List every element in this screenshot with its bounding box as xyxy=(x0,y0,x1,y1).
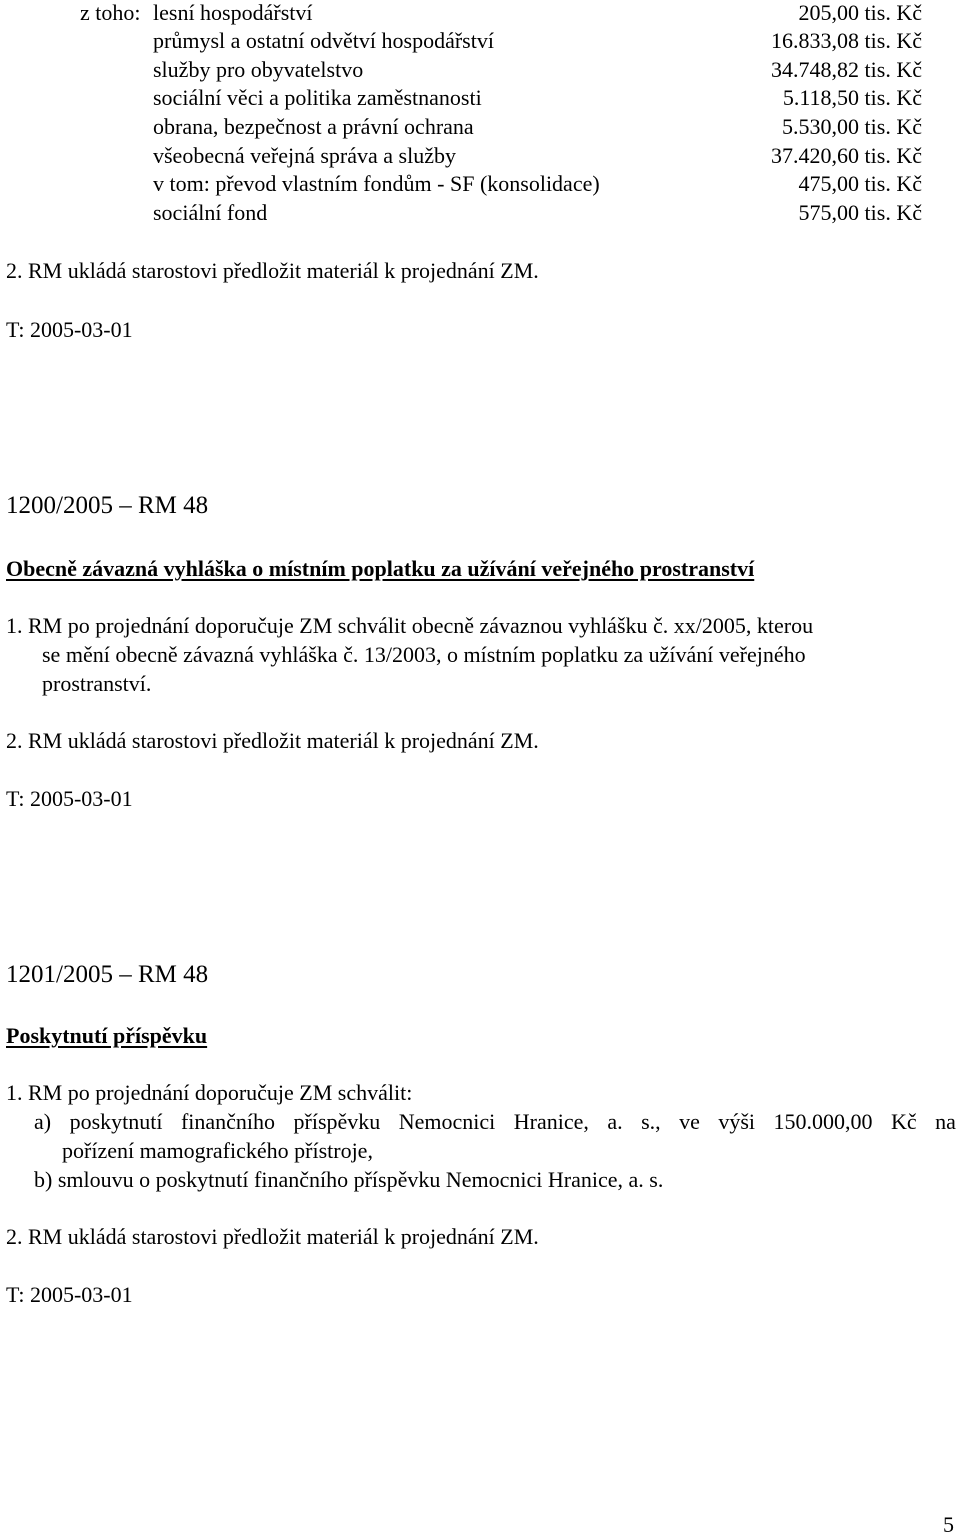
sub-a-word: příspěvku xyxy=(293,1109,381,1134)
sub-a-word: Nemocnici xyxy=(398,1109,496,1134)
budget-point-2: 2. RM ukládá starostovi předložit materiál k projednání ZM. xyxy=(6,258,539,283)
budget-item-value: 16.833,08 tis. Kč xyxy=(771,28,922,53)
budget-item-label: obrana, bezpečnost a právní ochrana xyxy=(153,114,474,139)
sub-a-word: a. xyxy=(607,1109,623,1134)
budget-item-value: 5.530,00 tis. Kč xyxy=(782,114,922,139)
budget-item-value: 475,00 tis. Kč xyxy=(798,171,922,196)
sub-a-word: ve xyxy=(679,1109,700,1134)
budget-item-value: 5.118,50 tis. Kč xyxy=(782,85,922,110)
page-number: 5 xyxy=(943,1512,954,1537)
budget-deadline: T: 2005-03-01 xyxy=(6,317,133,342)
sub-a-word: finančního xyxy=(180,1109,276,1134)
budget-item-label: sociální věci a politika zaměstnanosti xyxy=(153,85,482,110)
budget-item-value: 37.420,60 tis. Kč xyxy=(771,143,922,168)
resolution-point-2: 2. RM ukládá starostovi předložit materiál k projednání ZM. xyxy=(6,728,539,753)
resolution-sub-item-a-cont: pořízení mamografického přístroje, xyxy=(62,1138,373,1163)
budget-item-label: sociální fond xyxy=(153,200,268,225)
sub-a-word: poskytnutí xyxy=(69,1109,163,1134)
resolution-title: Poskytnutí příspěvku xyxy=(6,1023,208,1048)
budget-item-label: lesní hospodářství xyxy=(153,0,313,25)
budget-item-label: služby pro obyvatelstvo xyxy=(153,57,364,82)
sub-a-word: výši xyxy=(718,1109,756,1134)
budget-item-label: v tom: převod vlastním fondům - SF (konsolidace) xyxy=(153,171,600,196)
sub-a-word: s., xyxy=(641,1109,661,1134)
resolution-number: 1201/2005 – RM 48 xyxy=(6,961,209,988)
budget-item-label: všeobecná veřejná správa a služby xyxy=(153,143,456,168)
resolution-point-1: 1. RM po projednání doporučuje ZM schválit obecně závaznou vyhlášku č. xx/2005, kterou xyxy=(6,613,814,638)
resolution-deadline: T: 2005-03-01 xyxy=(6,1282,133,1307)
resolution-point-1: 1. RM po projednání doporučuje ZM schválit: xyxy=(6,1080,413,1105)
budget-item-value: 575,00 tis. Kč xyxy=(798,200,922,225)
resolution-title: Obecně závazná vyhláška o místním poplatku za užívání veřejného prostranství xyxy=(6,556,755,581)
resolution-number: 1200/2005 – RM 48 xyxy=(6,492,209,519)
resolution-sub-item-a xyxy=(34,1108,956,1136)
budget-item-label: průmysl a ostatní odvětví hospodářství xyxy=(153,28,494,53)
resolution-sub-item-b: b) smlouvu o poskytnutí finančního příspěvku Nemocnici Hranice, a. s. xyxy=(34,1167,664,1192)
budget-item-value: 34.748,82 tis. Kč xyxy=(771,57,922,82)
sub-a-word: a) xyxy=(34,1109,52,1134)
resolution-point-2: 2. RM ukládá starostovi předložit materiál k projednání ZM. xyxy=(6,1224,539,1249)
sub-a-word: Hranice, xyxy=(513,1109,589,1134)
budget-prefix: z toho: xyxy=(80,0,141,25)
sub-a-word: Kč xyxy=(890,1109,917,1134)
resolution-deadline: T: 2005-03-01 xyxy=(6,786,133,811)
sub-a-word: 150.000,00 xyxy=(773,1109,873,1134)
resolution-point-1-cont: prostranství. xyxy=(42,671,152,696)
resolution-point-1-cont: se mění obecně závazná vyhláška č. 13/2003, o místním poplatku za užívání veřejného xyxy=(42,642,806,667)
sub-a-word: na xyxy=(935,1109,956,1134)
budget-item-value: 205,00 tis. Kč xyxy=(798,0,922,25)
